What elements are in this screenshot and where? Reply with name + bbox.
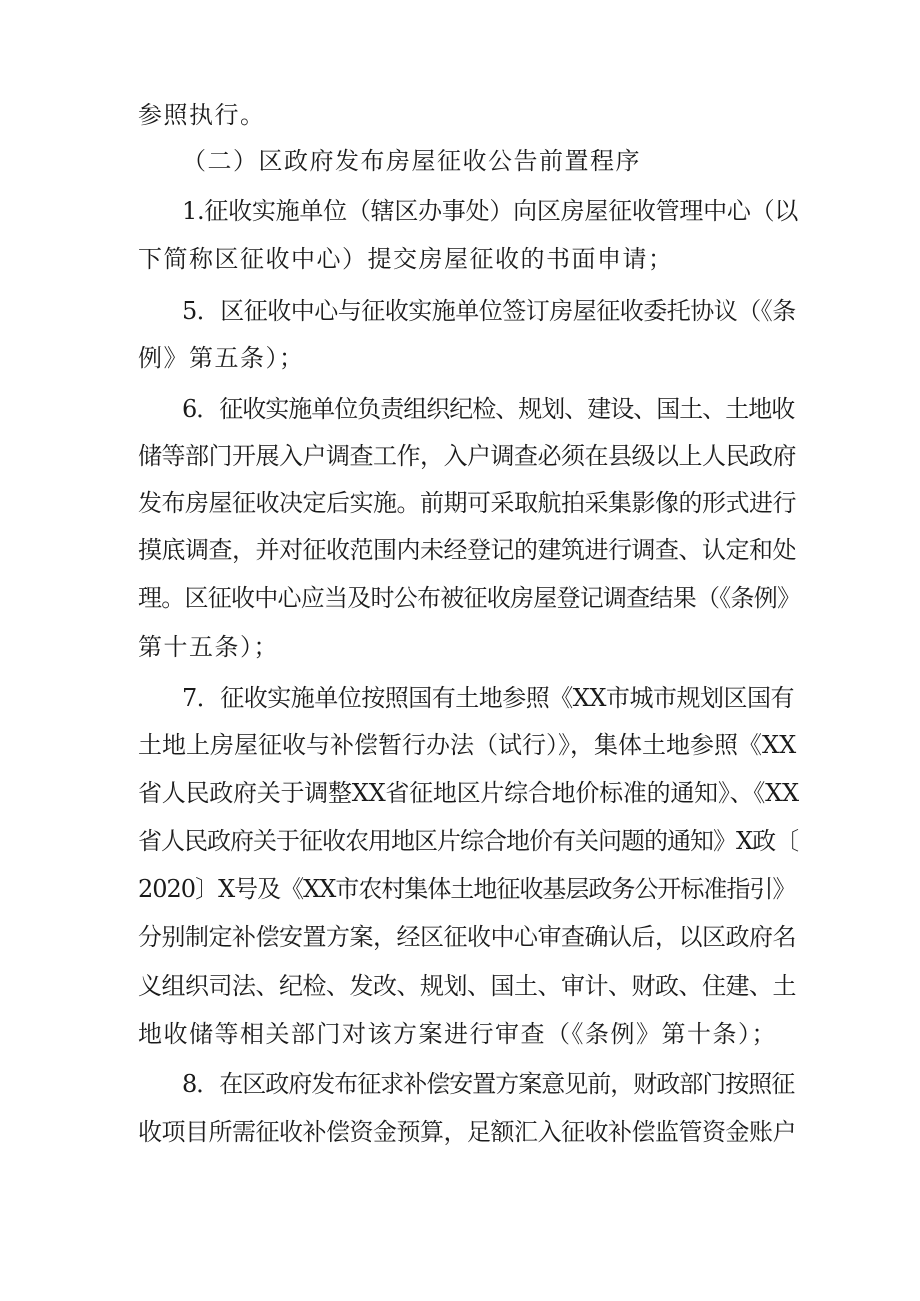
text-line: 第十五条）； xyxy=(138,633,279,661)
text-line: 2020〕X号及《XX市农村集体土地征收基层政务公开标准指引》 xyxy=(138,875,796,903)
text-line: 1.征收实施单位（辖区办事处）向区房屋征收管理中心（以 xyxy=(182,197,799,225)
text-line: 6．征收实施单位负责组织纪检、规划、建设、国土、土地收 xyxy=(182,395,795,423)
text-line: 参照执行。 xyxy=(138,101,266,129)
text-line: 义组织司法、纪检、发改、规划、国土、审计、财政、住建、土 xyxy=(138,972,796,1000)
text-line: 例》第五条）； xyxy=(138,344,305,372)
text-line: 8．在区政府发布征求补偿安置方案意见前，财政部门按照征 xyxy=(182,1070,795,1098)
text-line: 收项目所需征收补偿资金预算，足额汇入征收补偿监管资金账户 xyxy=(138,1118,796,1146)
text-line: 下简称区征收中心）提交房屋征收的书面申请； xyxy=(138,245,674,273)
text-line: 储等部门开展入户调查工作，入户调查必须在县级以上人民政府 xyxy=(138,442,796,470)
text-line: 发布房屋征收决定后实施。前期可采取航拍采集影像的形式进行 xyxy=(138,489,796,517)
text-line: 5．区征收中心与征收实施单位签订房屋征收委托协议（《条 xyxy=(182,297,796,325)
text-line: 理。区征收中心应当及时公布被征收房屋登记调查结果（《条例》 xyxy=(138,584,801,612)
text-line: 7．征收实施单位按照国有土地参照《XX市城市规划区国有 xyxy=(182,684,794,712)
text-line: 省人民政府关于调整XX省征地区片综合地价标准的通知》、《XX xyxy=(138,779,799,807)
section-heading: （二）区政府发布房屋征收公告前置程序 xyxy=(182,147,641,175)
text-line: 地收储等相关部门对该方案进行审查（《条例》第十条）； xyxy=(138,1020,777,1048)
text-line: 土地上房屋征收与补偿暂行办法（试行）》，集体土地参照《XX xyxy=(138,731,797,759)
text-line: 分别制定补偿安置方案，经区征收中心审查确认后，以区政府名 xyxy=(138,923,796,951)
text-line: 省人民政府关于征收农用地区片综合地价有关问题的通知》X政〔 xyxy=(138,827,799,855)
text-line: 摸底调查，并对征收范围内未经登记的建筑进行调查、认定和处 xyxy=(138,536,796,564)
